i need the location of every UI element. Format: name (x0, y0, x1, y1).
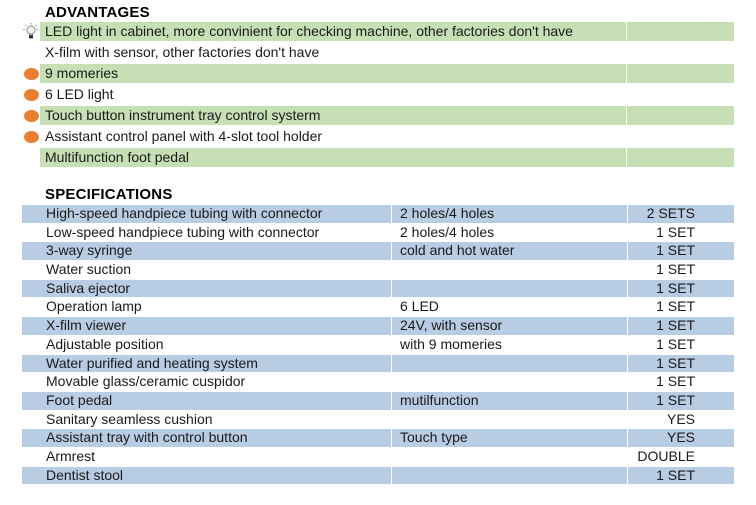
spec-quantity-cell: DOUBLE (637, 447, 695, 464)
advantages-title: ADVANTAGES (45, 4, 150, 21)
spec-table-row (22, 261, 734, 279)
spec-table-row (22, 298, 734, 316)
spec-quantity-cell: 1 SET (656, 335, 695, 352)
advantage-row (22, 85, 734, 104)
spec-detail-cell: 6 LED (392, 298, 628, 316)
spec-table-row (22, 373, 734, 391)
spec-quantity-cell: 1 SET (656, 298, 695, 315)
advantage-row (22, 148, 734, 167)
spec-table-row (22, 355, 734, 373)
advantage-text: Multifunction foot pedal (40, 148, 627, 167)
spec-quantity-cell: YES (666, 410, 695, 427)
spec-quantity-cell: 1 SET (628, 280, 734, 298)
light-bulb-icon (22, 22, 40, 41)
advantage-band (40, 22, 734, 41)
advantages-list (0, 22, 756, 167)
advantages-section (0, 0, 756, 167)
specifications-section (0, 169, 756, 484)
spec-item-cell: Saliva ejector (22, 280, 392, 298)
spec-detail-cell: 2 holes/4 holes (392, 205, 628, 223)
advantage-row (22, 127, 734, 146)
spec-detail-cell (392, 411, 628, 429)
spec-detail-cell: Touch type (392, 429, 628, 447)
spec-detail-cell: cold and hot water (392, 242, 628, 260)
spec-quantity-cell: YES (628, 429, 734, 447)
spec-quantity-cell: 1 SET (628, 317, 734, 335)
spec-quantity-cell: 1 SET (628, 392, 734, 410)
bullet-dot-icon (22, 106, 40, 125)
spec-table-row (22, 429, 734, 447)
advantage-text: Assistant control panel with 4-slot tool holder (40, 127, 627, 146)
spec-item-cell: Movable glass/ceramic cuspidor (22, 373, 392, 391)
spec-detail-cell (392, 467, 628, 485)
spec-quantity-cell: 2 SETS (628, 205, 734, 223)
spec-quantity-cell: 1 SET (656, 373, 695, 390)
spec-table-row (22, 336, 734, 354)
spec-detail-cell (392, 355, 628, 373)
advantage-blank-cell (627, 106, 734, 125)
bullet-dot-icon (22, 64, 40, 83)
advantage-row (22, 106, 734, 125)
advantage-blank-cell (627, 127, 734, 146)
advantage-band (40, 43, 734, 62)
icon-spacer (22, 43, 40, 62)
advantage-band (40, 148, 734, 167)
advantage-row (22, 64, 734, 83)
advantage-row (22, 22, 734, 41)
advantage-text: LED light in cabinet, more convinient for checking machine, other factories don't have (40, 22, 627, 41)
spec-item-cell: Sanitary seamless cushion (22, 411, 392, 429)
spec-item-cell: Water suction (22, 261, 392, 279)
bullet-dot-icon (22, 85, 40, 104)
advantage-blank-cell (627, 148, 734, 167)
spec-detail-cell: 24V, with sensor (392, 317, 628, 335)
spec-table-row (22, 467, 734, 485)
spec-quantity-cell: 1 SET (628, 467, 734, 485)
spec-item-cell: Operation lamp (22, 298, 392, 316)
spec-table-row (22, 280, 734, 298)
spec-item-cell: 3-way syringe (22, 242, 392, 260)
spec-quantity-cell: 1 SET (628, 242, 734, 260)
advantage-text: 9 momeries (40, 64, 627, 83)
specifications-title: SPECIFICATIONS (45, 186, 173, 203)
spec-table-row (22, 448, 734, 466)
spec-item-cell: Adjustable position (22, 336, 392, 354)
spec-table-row (22, 242, 734, 260)
advantage-text: Touch button instrument tray control systerm (40, 106, 627, 125)
advantage-blank-cell (627, 22, 734, 41)
spec-item-cell: Assistant tray with control button (22, 429, 392, 447)
spec-item-cell: Foot pedal (22, 392, 392, 410)
advantage-band (40, 127, 734, 146)
spec-item-cell: Water purified and heating system (22, 355, 392, 373)
spec-item-cell: High-speed handpiece tubing with connector (22, 205, 392, 223)
spec-item-cell: Low-speed handpiece tubing with connector (22, 224, 392, 242)
spec-detail-cell (392, 280, 628, 298)
spec-table-row (22, 317, 734, 335)
icon-spacer (22, 148, 40, 167)
advantage-row (22, 43, 734, 62)
spec-detail-cell: with 9 momeries (392, 336, 628, 354)
advantage-band (40, 106, 734, 125)
spec-table-row (22, 392, 734, 410)
spec-item-cell: X-film viewer (22, 317, 392, 335)
advantage-text: 6 LED light (40, 85, 627, 104)
spec-detail-cell (392, 261, 628, 279)
spec-detail-cell: 2 holes/4 holes (392, 224, 628, 242)
spec-item-cell: Dentist stool (22, 467, 392, 485)
advantage-blank-cell (627, 64, 734, 83)
spec-quantity-cell: 1 SET (656, 261, 695, 278)
spec-quantity-cell: 1 SET (628, 355, 734, 373)
spec-detail-cell (392, 373, 628, 391)
specifications-table (22, 205, 734, 484)
bullet-dot-icon (22, 127, 40, 146)
advantage-blank-cell (627, 43, 734, 62)
spec-quantity-cell: 1 SET (656, 223, 695, 240)
spec-table-row (22, 224, 734, 242)
spec-table-row (22, 411, 734, 429)
advantage-band (40, 85, 734, 104)
spec-table-row (22, 205, 734, 223)
advantage-band (40, 64, 734, 83)
spec-item-cell: Armrest (22, 448, 392, 466)
advantage-text: X-film with sensor, other factories don't have (40, 43, 627, 62)
spec-detail-cell: mutilfunction (392, 392, 628, 410)
advantage-blank-cell (627, 85, 734, 104)
spec-detail-cell (392, 448, 628, 466)
